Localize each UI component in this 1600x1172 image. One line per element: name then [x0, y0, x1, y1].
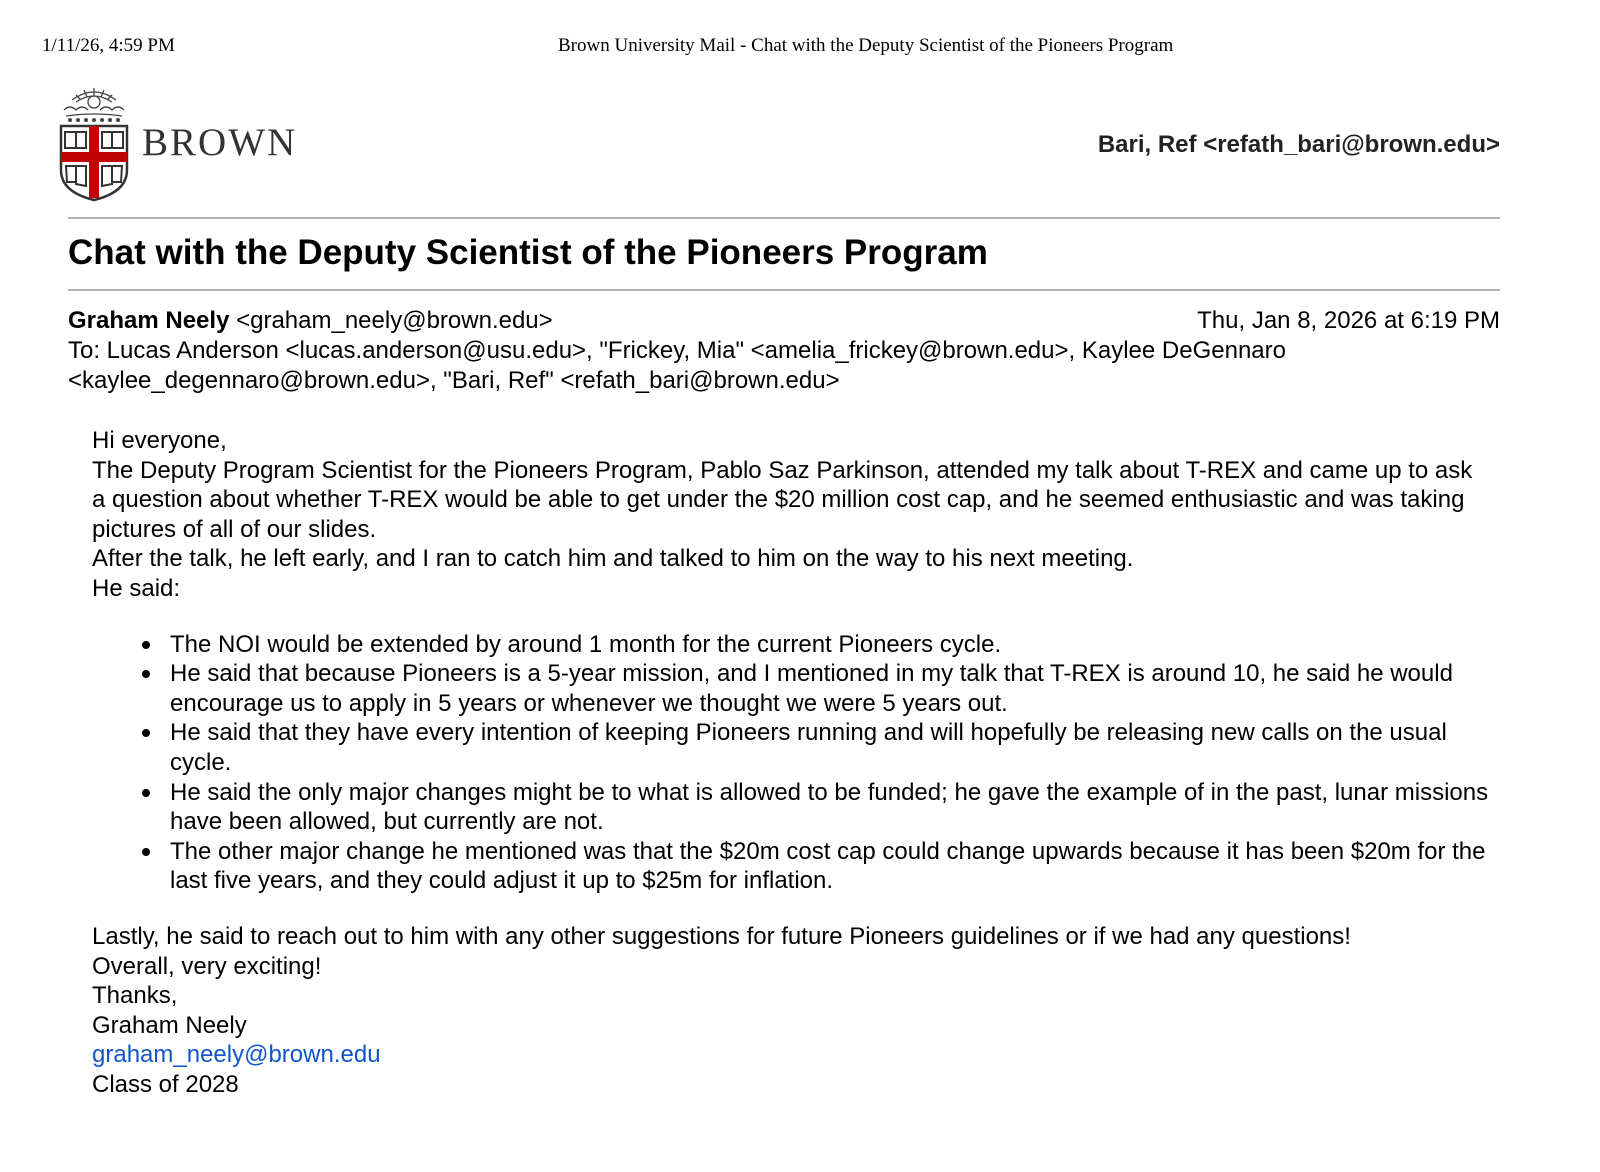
bullet-icon [142, 641, 150, 649]
subject-divider [68, 289, 1500, 291]
bullet-list [92, 630, 1492, 896]
account-name: Bari, Ref <refath_bari@brown.edu> [1097, 131, 1500, 158]
body-paragraph: Lastly, he said to reach out to him with any other suggestions for future Pioneers guidelines or if we had any questions! [92, 922, 1351, 950]
body-paragraph: The Deputy Program Scientist for the Pioneers Program, Pablo Saz Parkinson, attended my talk about T-REX and came up to ask a question about whether T-REX would be able to get under the $20 million cost cap, and he seemed enthusiastic and was taking pictures of all of our slides. [92, 456, 1473, 543]
body-paragraph: After the talk, he left early, and I ran to catch him and talked to him on the way to his next meeting. [92, 545, 1134, 573]
print-header [42, 35, 1558, 59]
sender-name: Graham Neely [68, 307, 230, 334]
recipients: To: Lucas Anderson <lucas.anderson@usu.edu>, "Frickey, Mia" <amelia_frickey@brown.edu>, Kaylee DeGennaro <kaylee_degennaro@brown.edu>, "Bari, Ref" <refath_bari@brown.edu> [68, 337, 1286, 394]
body-paragraph: Overall, very exciting! [92, 952, 322, 980]
sender-email: <graham_neely@brown.edu> [236, 307, 553, 334]
message-header [68, 306, 1500, 396]
list-item-text: He said that they have every intention of keeping Pioneers running and will hopefully be releasing new calls on the usual cycle. [170, 719, 1447, 776]
list-item [92, 630, 1490, 660]
message-date: Thu, Jan 8, 2026 at 6:19 PM [1197, 307, 1500, 334]
list-item [92, 837, 1490, 896]
list-item-text: He said the only major changes might be to what is allowed to be funded; he gave the example of in the past, lunar missions have been allowed, but currently are not. [170, 778, 1489, 836]
list-item-text: The NOI would be extended by around 1 month for the current Pioneers cycle. [170, 630, 1002, 658]
brown-university-shield-icon [58, 82, 130, 202]
sign-off: Thanks, [92, 982, 178, 1010]
bullet-icon [142, 670, 150, 678]
print-page-title: Brown University Mail - Chat with the Deputy Scientist of the Pioneers Program [558, 35, 1174, 56]
body-paragraph: Hi everyone, [92, 427, 227, 454]
list-item [92, 718, 1490, 777]
signature-email-link[interactable]: graham_neely@brown.edu [92, 1041, 381, 1069]
brown-wordmark: BROWN [142, 120, 298, 164]
bullet-icon [142, 789, 150, 797]
body-paragraph: He said: [92, 574, 181, 602]
signature-class: Class of 2028 [92, 1070, 239, 1098]
list-item-text: He said that because Pioneers is a 5-year mission, and I mentioned in my talk that T-REX is around 10, he said he would encourage us to apply in 5 years or whenever we thought we were 5 years out. [170, 660, 1453, 717]
print-datetime: 1/11/26, 4:59 PM [42, 35, 175, 56]
list-item [92, 659, 1490, 718]
list-item-text: The other major change he mentioned was that the $20m cost cap could change upwards because it has been $20m for the last five years, and they could adjust it up to $25m for inflation. [170, 837, 1486, 895]
list-item [92, 778, 1490, 837]
from-line [68, 306, 1500, 336]
email-subject: Chat with the Deputy Scientist of the Pioneers Program [68, 233, 988, 272]
signature-name: Graham Neely [92, 1011, 247, 1039]
message-body [92, 426, 1492, 1099]
brown-logo [58, 82, 297, 202]
header-divider [68, 217, 1500, 219]
bullet-icon [142, 729, 150, 737]
bullet-icon [142, 848, 150, 856]
